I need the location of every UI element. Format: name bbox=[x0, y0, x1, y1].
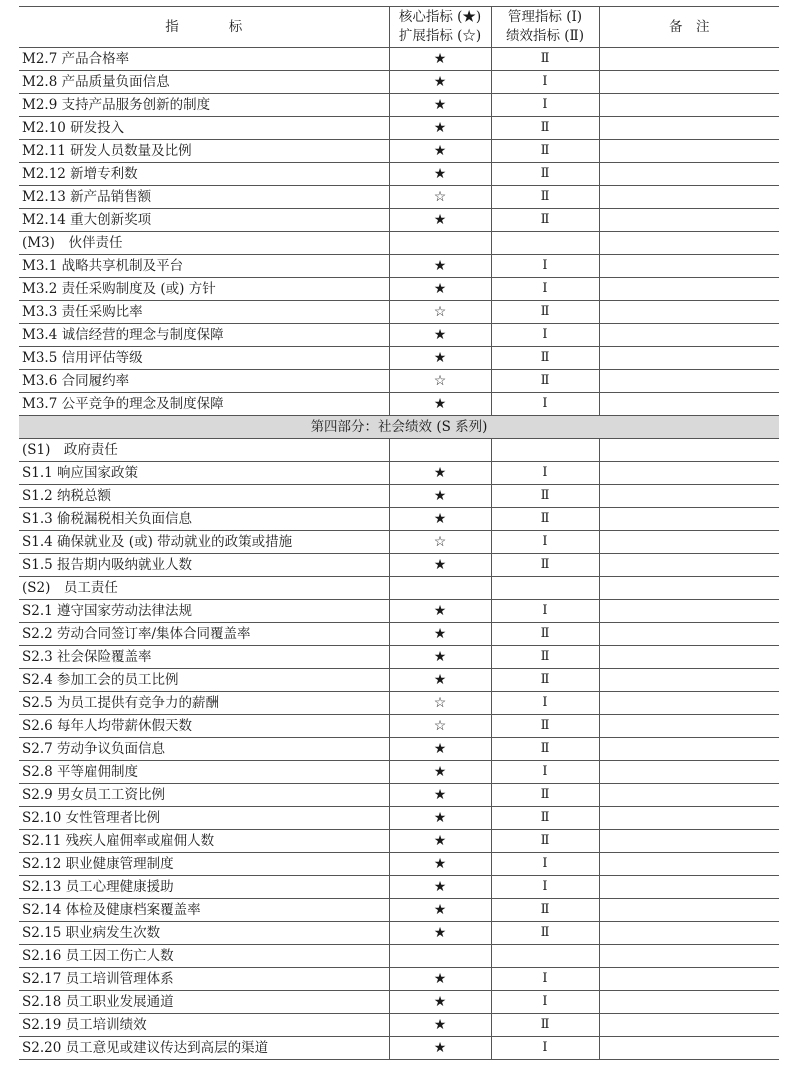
core-extended-mark: ☆ bbox=[389, 715, 491, 738]
management-performance-mark: Ⅱ bbox=[491, 163, 599, 186]
group-label: S2.16 员工因工伤亡人数 bbox=[19, 945, 389, 968]
remark-cell bbox=[599, 324, 779, 347]
core-extended-mark: ★ bbox=[389, 117, 491, 140]
management-performance-mark: Ⅱ bbox=[491, 186, 599, 209]
core-extended-mark: ★ bbox=[389, 646, 491, 669]
core-extended-mark: ★ bbox=[389, 462, 491, 485]
indicator-label: S1.1 响应国家政策 bbox=[19, 462, 389, 485]
table-row bbox=[19, 876, 779, 899]
management-performance-mark: Ⅰ bbox=[491, 968, 599, 991]
core-extended-mark bbox=[389, 577, 491, 600]
remark-cell bbox=[599, 669, 779, 692]
table-row bbox=[19, 761, 779, 784]
table-row bbox=[19, 140, 779, 163]
management-performance-mark: Ⅱ bbox=[491, 117, 599, 140]
indicator-label: M2.8 产品质量负面信息 bbox=[19, 71, 389, 94]
core-extended-mark: ★ bbox=[389, 554, 491, 577]
indicator-label: M2.10 研发投入 bbox=[19, 117, 389, 140]
indicator-table bbox=[19, 6, 779, 1060]
core-extended-mark: ★ bbox=[389, 968, 491, 991]
section-header-row bbox=[19, 416, 779, 439]
indicator-label: M2.14 重大创新奖项 bbox=[19, 209, 389, 232]
management-performance-mark: Ⅱ bbox=[491, 807, 599, 830]
indicator-label: S2.1 遵守国家劳动法律法规 bbox=[19, 600, 389, 623]
core-extended-mark: ★ bbox=[389, 209, 491, 232]
indicator-label: S1.5 报告期内吸纳就业人数 bbox=[19, 554, 389, 577]
table-row bbox=[19, 48, 779, 71]
table-row bbox=[19, 692, 779, 715]
core-extended-mark: ★ bbox=[389, 669, 491, 692]
table-row bbox=[19, 485, 779, 508]
table-row bbox=[19, 669, 779, 692]
remark-cell bbox=[599, 554, 779, 577]
remark-cell bbox=[599, 255, 779, 278]
table-row bbox=[19, 94, 779, 117]
remark-cell bbox=[599, 48, 779, 71]
table-row bbox=[19, 922, 779, 945]
core-extended-mark: ★ bbox=[389, 784, 491, 807]
core-extended-mark: ★ bbox=[389, 853, 491, 876]
remark-cell bbox=[599, 922, 779, 945]
table-row bbox=[19, 347, 779, 370]
remark-cell bbox=[599, 784, 779, 807]
indicator-label: M2.11 研发人员数量及比例 bbox=[19, 140, 389, 163]
remark-cell bbox=[599, 462, 779, 485]
remark-cell bbox=[599, 876, 779, 899]
group-header-row bbox=[19, 577, 779, 600]
remark-cell bbox=[599, 899, 779, 922]
remark-cell bbox=[599, 692, 779, 715]
table-row bbox=[19, 117, 779, 140]
remark-cell bbox=[599, 646, 779, 669]
core-extended-mark: ★ bbox=[389, 485, 491, 508]
table-row bbox=[19, 600, 779, 623]
indicator-label: S2.20 员工意见或建议传达到高层的渠道 bbox=[19, 1037, 389, 1060]
indicator-label: S2.14 体检及健康档案覆盖率 bbox=[19, 899, 389, 922]
management-performance-mark: Ⅱ bbox=[491, 922, 599, 945]
table-row bbox=[19, 554, 779, 577]
management-performance-mark: Ⅱ bbox=[491, 301, 599, 324]
table-row bbox=[19, 1037, 779, 1060]
core-extended-mark: ★ bbox=[389, 761, 491, 784]
remark-cell bbox=[599, 393, 779, 416]
group-label: (S2) 员工责任 bbox=[19, 577, 389, 600]
management-performance-mark: Ⅰ bbox=[491, 278, 599, 301]
core-extended-mark: ☆ bbox=[389, 531, 491, 554]
remark-cell bbox=[599, 623, 779, 646]
table-row bbox=[19, 531, 779, 554]
table-row bbox=[19, 623, 779, 646]
management-performance-mark: Ⅱ bbox=[491, 554, 599, 577]
core-extended-mark: ★ bbox=[389, 48, 491, 71]
indicator-label: S2.18 员工职业发展通道 bbox=[19, 991, 389, 1014]
management-performance-mark: Ⅱ bbox=[491, 1014, 599, 1037]
management-performance-mark: Ⅰ bbox=[491, 71, 599, 94]
remark-cell bbox=[599, 715, 779, 738]
management-performance-mark: Ⅰ bbox=[491, 600, 599, 623]
remark-cell bbox=[599, 439, 779, 462]
header-indicator: 指 标 bbox=[19, 7, 389, 48]
management-performance-mark bbox=[491, 232, 599, 255]
remark-cell bbox=[599, 301, 779, 324]
remark-cell bbox=[599, 853, 779, 876]
indicator-label: M3.4 诚信经营的理念与制度保障 bbox=[19, 324, 389, 347]
core-extended-mark: ★ bbox=[389, 738, 491, 761]
management-performance-mark: Ⅱ bbox=[491, 669, 599, 692]
table-row bbox=[19, 1014, 779, 1037]
indicator-label: S2.12 职业健康管理制度 bbox=[19, 853, 389, 876]
table-row bbox=[19, 899, 779, 922]
core-extended-mark: ★ bbox=[389, 163, 491, 186]
core-extended-mark: ☆ bbox=[389, 370, 491, 393]
core-extended-mark: ★ bbox=[389, 71, 491, 94]
indicator-label: M3.1 战略共享机制及平台 bbox=[19, 255, 389, 278]
core-extended-mark: ★ bbox=[389, 94, 491, 117]
indicator-label: S2.2 劳动合同签订率/集体合同覆盖率 bbox=[19, 623, 389, 646]
remark-cell bbox=[599, 347, 779, 370]
indicator-label: M3.7 公平竞争的理念及制度保障 bbox=[19, 393, 389, 416]
core-extended-mark: ★ bbox=[389, 922, 491, 945]
core-extended-mark: ★ bbox=[389, 140, 491, 163]
management-performance-mark: Ⅱ bbox=[491, 140, 599, 163]
table-row bbox=[19, 807, 779, 830]
table-row bbox=[19, 738, 779, 761]
group-label: (M3) 伙伴责任 bbox=[19, 232, 389, 255]
indicator-label: S1.3 偷税漏税相关负面信息 bbox=[19, 508, 389, 531]
indicator-label: S2.4 参加工会的员工比例 bbox=[19, 669, 389, 692]
table-row bbox=[19, 186, 779, 209]
table-row bbox=[19, 968, 779, 991]
remark-cell bbox=[599, 945, 779, 968]
table-row bbox=[19, 209, 779, 232]
core-extended-mark: ★ bbox=[389, 324, 491, 347]
core-extended-mark: ★ bbox=[389, 347, 491, 370]
remark-cell bbox=[599, 738, 779, 761]
core-extended-mark: ★ bbox=[389, 255, 491, 278]
indicator-label: S2.11 残疾人雇佣率或雇佣人数 bbox=[19, 830, 389, 853]
core-extended-mark: ★ bbox=[389, 623, 491, 646]
table-row bbox=[19, 393, 779, 416]
indicator-label: M3.6 合同履约率 bbox=[19, 370, 389, 393]
indicator-label: S2.7 劳动争议负面信息 bbox=[19, 738, 389, 761]
group-header-row bbox=[19, 439, 779, 462]
group-header-row bbox=[19, 945, 779, 968]
indicator-label: M3.5 信用评估等级 bbox=[19, 347, 389, 370]
core-extended-mark: ★ bbox=[389, 508, 491, 531]
indicator-label: M3.3 责任采购比率 bbox=[19, 301, 389, 324]
core-extended-mark: ★ bbox=[389, 991, 491, 1014]
management-performance-mark bbox=[491, 577, 599, 600]
core-extended-mark: ★ bbox=[389, 876, 491, 899]
remark-cell bbox=[599, 600, 779, 623]
remark-cell bbox=[599, 807, 779, 830]
table-row bbox=[19, 715, 779, 738]
table-row bbox=[19, 71, 779, 94]
management-performance-mark: Ⅰ bbox=[491, 991, 599, 1014]
remark-cell bbox=[599, 1014, 779, 1037]
indicator-label: S1.4 确保就业及 (或) 带动就业的政策或措施 bbox=[19, 531, 389, 554]
remark-cell bbox=[599, 1037, 779, 1060]
core-extended-mark bbox=[389, 945, 491, 968]
remark-cell bbox=[599, 140, 779, 163]
management-performance-mark: Ⅱ bbox=[491, 623, 599, 646]
management-performance-mark: Ⅰ bbox=[491, 324, 599, 347]
management-performance-mark: Ⅱ bbox=[491, 738, 599, 761]
management-performance-mark: Ⅰ bbox=[491, 255, 599, 278]
management-performance-mark: Ⅰ bbox=[491, 462, 599, 485]
table-row bbox=[19, 301, 779, 324]
management-performance-mark: Ⅱ bbox=[491, 48, 599, 71]
remark-cell bbox=[599, 71, 779, 94]
indicator-label: M3.2 责任采购制度及 (或) 方针 bbox=[19, 278, 389, 301]
table-row bbox=[19, 508, 779, 531]
table-row bbox=[19, 991, 779, 1014]
indicator-label: S2.6 每年人均带薪休假天数 bbox=[19, 715, 389, 738]
management-performance-mark: Ⅱ bbox=[491, 485, 599, 508]
core-extended-mark: ★ bbox=[389, 830, 491, 853]
remark-cell bbox=[599, 117, 779, 140]
remark-cell bbox=[599, 278, 779, 301]
remark-cell bbox=[599, 163, 779, 186]
table-row bbox=[19, 324, 779, 347]
table-row bbox=[19, 784, 779, 807]
header-remark: 备 注 bbox=[599, 7, 779, 48]
core-extended-mark: ★ bbox=[389, 1037, 491, 1060]
core-extended-mark: ☆ bbox=[389, 692, 491, 715]
core-extended-mark: ★ bbox=[389, 393, 491, 416]
table-row bbox=[19, 646, 779, 669]
management-performance-mark: Ⅰ bbox=[491, 761, 599, 784]
table-row bbox=[19, 255, 779, 278]
indicator-label: S2.17 员工培训管理体系 bbox=[19, 968, 389, 991]
remark-cell bbox=[599, 761, 779, 784]
table-body bbox=[19, 48, 779, 1060]
management-performance-mark: Ⅰ bbox=[491, 1037, 599, 1060]
remark-cell bbox=[599, 577, 779, 600]
indicator-label: S2.3 社会保险覆盖率 bbox=[19, 646, 389, 669]
core-extended-mark: ★ bbox=[389, 600, 491, 623]
remark-cell bbox=[599, 991, 779, 1014]
section-title: 第四部分：社会绩效 (S 系列) bbox=[19, 416, 779, 439]
management-performance-mark: Ⅱ bbox=[491, 830, 599, 853]
core-extended-mark: ★ bbox=[389, 1014, 491, 1037]
core-extended-mark: ★ bbox=[389, 807, 491, 830]
core-extended-mark: ★ bbox=[389, 899, 491, 922]
remark-cell bbox=[599, 968, 779, 991]
remark-cell bbox=[599, 232, 779, 255]
table-row bbox=[19, 370, 779, 393]
indicator-label: S1.2 纳税总额 bbox=[19, 485, 389, 508]
core-extended-mark: ☆ bbox=[389, 186, 491, 209]
remark-cell bbox=[599, 209, 779, 232]
table-row bbox=[19, 853, 779, 876]
management-performance-mark: Ⅰ bbox=[491, 876, 599, 899]
remark-cell bbox=[599, 830, 779, 853]
management-performance-mark: Ⅱ bbox=[491, 370, 599, 393]
header-core-extended: 核心指标 (★) 扩展指标 (☆) bbox=[389, 7, 491, 48]
core-extended-mark bbox=[389, 232, 491, 255]
indicator-label: S2.13 员工心理健康援助 bbox=[19, 876, 389, 899]
table-header-row bbox=[19, 7, 779, 48]
group-header-row bbox=[19, 232, 779, 255]
management-performance-mark: Ⅱ bbox=[491, 209, 599, 232]
indicator-label: S2.10 女性管理者比例 bbox=[19, 807, 389, 830]
management-performance-mark bbox=[491, 439, 599, 462]
management-performance-mark: Ⅱ bbox=[491, 646, 599, 669]
table-row bbox=[19, 278, 779, 301]
remark-cell bbox=[599, 485, 779, 508]
indicator-label: M2.12 新增专利数 bbox=[19, 163, 389, 186]
indicator-label: S2.15 职业病发生次数 bbox=[19, 922, 389, 945]
indicator-label: M2.7 产品合格率 bbox=[19, 48, 389, 71]
management-performance-mark: Ⅰ bbox=[491, 692, 599, 715]
management-performance-mark: Ⅱ bbox=[491, 899, 599, 922]
indicator-label: M2.13 新产品销售额 bbox=[19, 186, 389, 209]
core-extended-mark: ★ bbox=[389, 278, 491, 301]
management-performance-mark: Ⅱ bbox=[491, 508, 599, 531]
core-extended-mark bbox=[389, 439, 491, 462]
table-row bbox=[19, 462, 779, 485]
management-performance-mark: Ⅰ bbox=[491, 853, 599, 876]
remark-cell bbox=[599, 370, 779, 393]
remark-cell bbox=[599, 94, 779, 117]
remark-cell bbox=[599, 531, 779, 554]
indicator-label: S2.5 为员工提供有竞争力的薪酬 bbox=[19, 692, 389, 715]
management-performance-mark: Ⅰ bbox=[491, 531, 599, 554]
management-performance-mark: Ⅰ bbox=[491, 393, 599, 416]
group-label: (S1) 政府责任 bbox=[19, 439, 389, 462]
indicator-label: S2.9 男女员工工资比例 bbox=[19, 784, 389, 807]
table-row bbox=[19, 163, 779, 186]
remark-cell bbox=[599, 508, 779, 531]
header-management-performance: 管理指标 (Ⅰ) 绩效指标 (Ⅱ) bbox=[491, 7, 599, 48]
indicator-label: S2.19 员工培训绩效 bbox=[19, 1014, 389, 1037]
management-performance-mark: Ⅱ bbox=[491, 347, 599, 370]
indicator-label: S2.8 平等雇佣制度 bbox=[19, 761, 389, 784]
management-performance-mark: Ⅱ bbox=[491, 715, 599, 738]
core-extended-mark: ☆ bbox=[389, 301, 491, 324]
management-performance-mark: Ⅱ bbox=[491, 784, 599, 807]
indicator-label: M2.9 支持产品服务创新的制度 bbox=[19, 94, 389, 117]
management-performance-mark bbox=[491, 945, 599, 968]
management-performance-mark: Ⅰ bbox=[491, 94, 599, 117]
table-row bbox=[19, 830, 779, 853]
remark-cell bbox=[599, 186, 779, 209]
